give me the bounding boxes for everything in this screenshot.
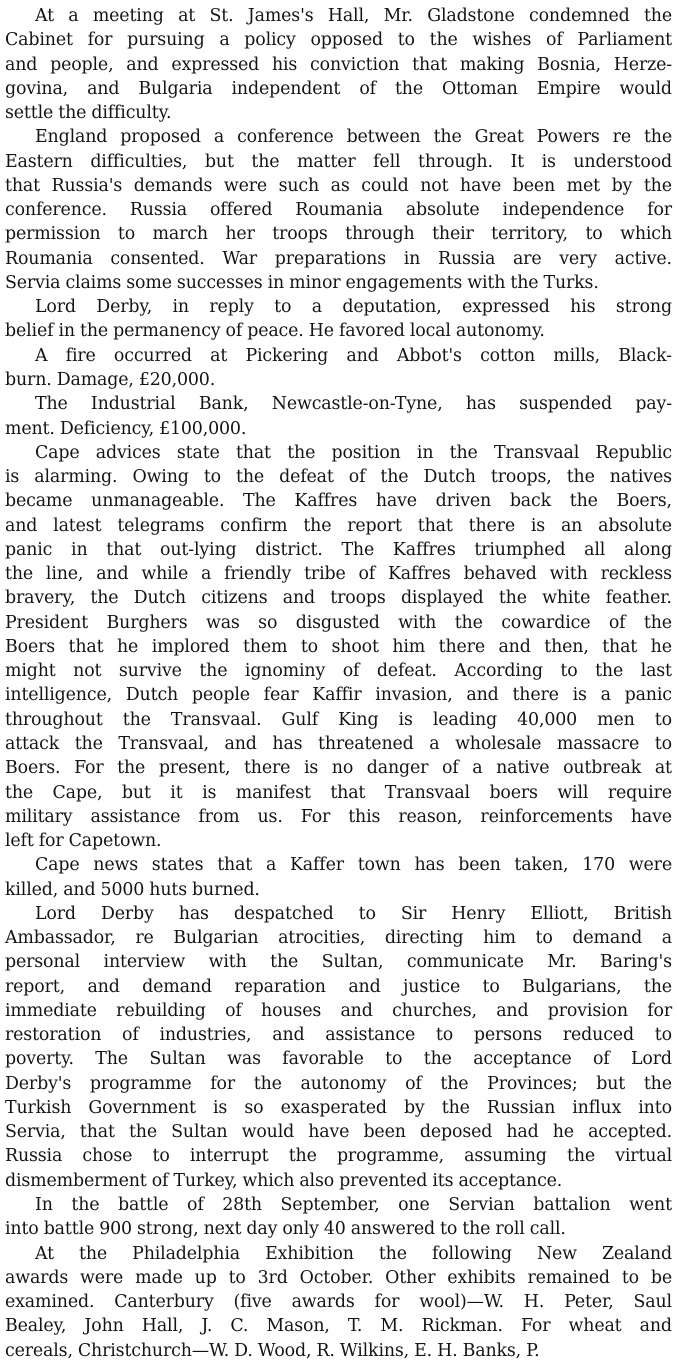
text-line: Lord Derby has despatched to Sir Henry Elliott, British: [35, 903, 672, 924]
text-line: Cabinet for pursuing a policy opposed to the wishes of Parliament: [5, 30, 672, 51]
text-line: is alarming. Owing to the defeat of the Dutch troops, the natives: [5, 467, 672, 488]
text-line: burn. Damage, £20,000.: [5, 369, 216, 390]
text-line: awards were made up to 3rd October. Other exhibits remained to be: [5, 1267, 672, 1288]
text-line: Derby's programme for the autonomy of the Provinces; but the: [5, 1073, 672, 1094]
text-line: attack the Transvaal, and has threatened a wholesale massacre to: [5, 733, 672, 754]
paragraph: [5, 441, 672, 854]
text-line: Bealey, John Hall, J. C. Mason, T. M. Rickman. For wheat and: [5, 1316, 672, 1337]
text-line: and people, and expressed his conviction that making Bosnia, Herze-: [5, 54, 672, 75]
text-line: Roumania consented. War preparations in Russia are very active.: [5, 248, 672, 269]
text-line: Cape news states that a Kaffer town has been taken, 170 were: [35, 855, 672, 876]
paragraph: [5, 125, 672, 295]
text-line: report, and demand reparation and justice to Bulgarians, the: [5, 976, 672, 997]
text-line: cereals, Christchurch—W. D. Wood, R. Wilkins, E. H. Banks, P.: [5, 1340, 540, 1361]
text-line: immediate rebuilding of houses and churches, and provision for: [5, 1000, 672, 1021]
text-line: Boers. For the present, there is no danger of a native outbreak at: [5, 758, 672, 779]
paragraph: [5, 344, 672, 393]
text-line: settle the difficulty.: [5, 103, 172, 124]
text-line: into battle 900 strong, next day only 40 answered to the roll call.: [5, 1219, 566, 1240]
text-line: restoration of industries, and assistance to persons reduced to: [5, 1025, 672, 1046]
text-line: President Burghers was so disgusted with the cowardice of the: [5, 612, 672, 633]
text-line: examined. Canterbury (five awards for wool)—W. H. Peter, Saul: [5, 1292, 672, 1313]
text-line: left for Capetown.: [5, 831, 162, 852]
text-line: Boers that he implored them to shoot him there and then, that he: [5, 636, 672, 657]
text-line: might not survive the ignominy of defeat. According to the last: [5, 661, 672, 682]
text-line: and latest telegrams confirm the report that there is an absolute: [5, 515, 672, 536]
text-line: belief in the permanency of peace. He favored local autonomy.: [5, 321, 545, 342]
text-line: panic in that out-lying district. The Kaffres triumphed all along: [5, 539, 672, 560]
text-line: Russia chose to interrupt the programme, assuming the virtual: [5, 1146, 672, 1167]
paragraph: [5, 392, 672, 441]
paragraph: [5, 1242, 672, 1363]
text-line: bravery, the Dutch citizens and troops displayed the white feather.: [5, 588, 672, 609]
text-line: The Industrial Bank, Newcastle-on-Tyne, has suspended pay-: [35, 394, 672, 415]
text-line: the Cape, but it is manifest that Transvaal boers will require: [5, 782, 672, 803]
text-line: conference. Russia offered Roumania absolute independence for: [5, 200, 672, 221]
text-line: that Russia's demands were such as could not have been met by the: [5, 175, 672, 196]
text-line: A fire occurred at Pickering and Abbot's cotton mills, Black-: [35, 345, 672, 366]
text-line: ment. Deficiency, £100,000.: [5, 418, 247, 439]
text-line: Servia, that the Sultan would have been deposed had he accepted.: [5, 1122, 672, 1143]
text-line: In the battle of 28th September, one Servian battalion went: [35, 1195, 672, 1216]
text-line: Lord Derby, in reply to a deputation, expressed his strong: [35, 297, 672, 318]
text-line: Cape advices state that the position in the Transvaal Republic: [35, 442, 672, 463]
text-line: military assistance from us. For this reason, reinforcements have: [5, 806, 672, 827]
text-line: Turkish Government is so exasperated by the Russian influx into: [5, 1097, 672, 1118]
paragraph: [5, 902, 672, 1193]
text-line: Ambassador, re Bulgarian atrocities, directing him to demand a: [5, 928, 672, 949]
text-line: Eastern difficulties, but the matter fell through. It is understood: [5, 151, 672, 172]
text-line: England proposed a conference between the Great Powers re the: [35, 127, 672, 148]
text-line: At a meeting at St. James's Hall, Mr. Gladstone condemned the: [35, 6, 672, 26]
text-line: govina, and Bulgaria independent of the Ottoman Empire would: [5, 78, 672, 99]
text-line: throughout the Transvaal. Gulf King is leading 40,000 men to: [5, 709, 672, 730]
text-line: dismemberment of Turkey, which also prevented its acceptance.: [5, 1170, 563, 1191]
text-line: personal interview with the Sultan, communicate Mr. Baring's: [5, 952, 672, 973]
article-body: [5, 4, 672, 1363]
text-line: became unmanageable. The Kaffres have driven back the Boers,: [5, 491, 672, 512]
text-line: the line, and while a friendly tribe of Kaffres behaved with reckless: [5, 564, 672, 585]
text-line: permission to march her troops through their territory, to which: [5, 224, 672, 245]
text-line: Servia claims some successes in minor engagements with the Turks.: [5, 272, 599, 293]
text-line: intelligence, Dutch people fear Kaffir invasion, and there is a panic: [5, 685, 672, 706]
text-line: killed, and 5000 huts burned.: [5, 879, 260, 900]
text-line: poverty. The Sultan was favorable to the acceptance of Lord: [5, 1049, 672, 1070]
paragraph: [5, 1193, 672, 1242]
paragraph: [5, 4, 672, 125]
paragraph: [5, 853, 672, 902]
paragraph: [5, 295, 672, 344]
text-line: At the Philadelphia Exhibition the following New Zealand: [35, 1243, 672, 1264]
